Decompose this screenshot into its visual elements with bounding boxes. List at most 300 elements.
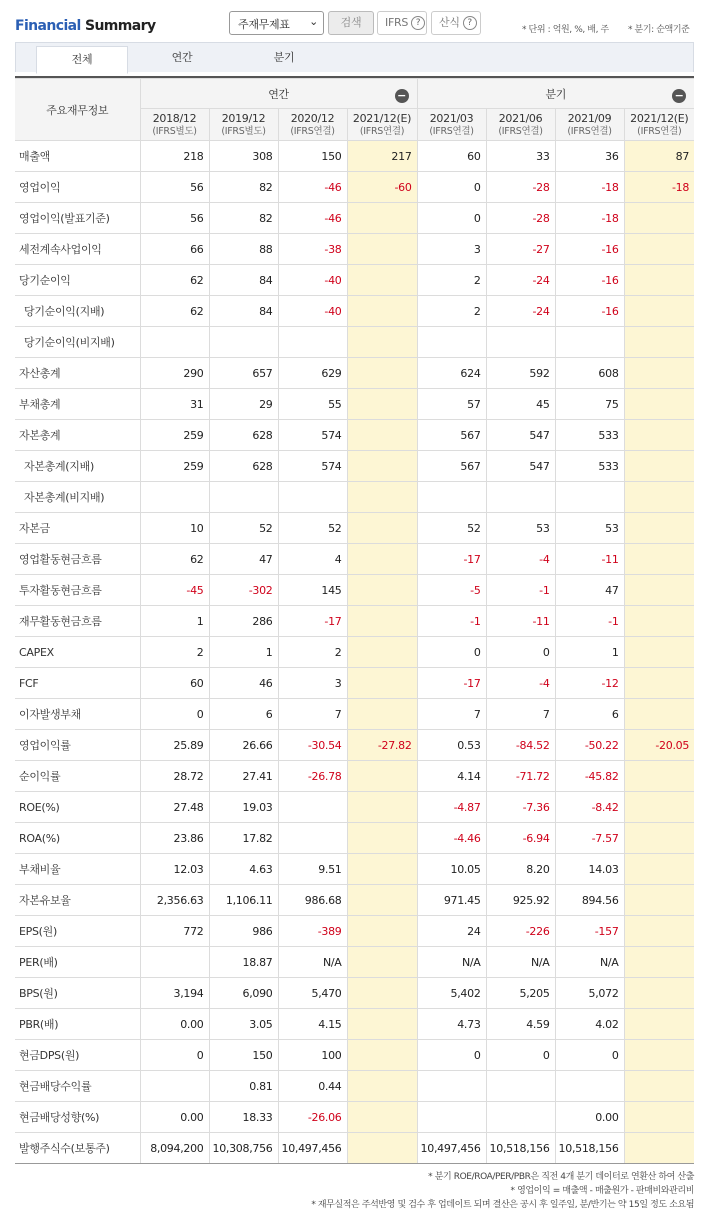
table-cell: 0 (417, 203, 486, 234)
table-cell: 624 (417, 358, 486, 389)
table-cell: 2 (417, 265, 486, 296)
table-row (15, 358, 694, 389)
table-cell: -24 (486, 265, 555, 296)
table-cell: 259 (140, 451, 209, 482)
table-cell: -4 (486, 544, 555, 575)
table-cell (347, 234, 417, 265)
table-cell: -60 (347, 172, 417, 203)
table-cell: -5 (417, 575, 486, 606)
table-cell: -4.87 (417, 792, 486, 823)
table-cell: 53 (555, 513, 624, 544)
table-cell: -26.78 (278, 761, 347, 792)
row-label: 당기순이익(비지배) (15, 327, 140, 358)
table-cell (624, 358, 694, 389)
table-cell: 0 (555, 1040, 624, 1071)
table-cell (624, 513, 694, 544)
table-row (15, 575, 694, 606)
ifrs-label: IFRS (385, 16, 408, 29)
table-row (15, 1133, 694, 1164)
table-cell (486, 327, 555, 358)
row-label: 재무활동현금흐름 (15, 606, 140, 637)
tab-all[interactable]: 전체 (36, 46, 128, 74)
table-cell: 533 (555, 451, 624, 482)
table-cell: 547 (486, 420, 555, 451)
table-cell: 1 (555, 637, 624, 668)
table-cell: 10,497,456 (417, 1133, 486, 1164)
table-cell: 4.73 (417, 1009, 486, 1040)
table-cell: -24 (486, 296, 555, 327)
table-cell (347, 792, 417, 823)
table-cell (347, 1009, 417, 1040)
table-cell: 60 (417, 141, 486, 172)
row-label: 부채비율 (15, 854, 140, 885)
table-cell (347, 420, 417, 451)
table-cell: -157 (555, 916, 624, 947)
table-cell (347, 296, 417, 327)
table-cell (347, 1133, 417, 1164)
table-cell (278, 823, 347, 854)
table-cell: 0 (417, 637, 486, 668)
table-cell: 4.14 (417, 761, 486, 792)
table-cell: 36 (555, 141, 624, 172)
period-label: 2021/06 (498, 111, 543, 125)
table-cell (278, 327, 347, 358)
table-cell: 31 (140, 389, 209, 420)
table-cell: 6,090 (209, 978, 278, 1009)
table-cell (209, 482, 278, 513)
table-cell: 56 (140, 172, 209, 203)
table-cell: 145 (278, 575, 347, 606)
period-standard: (IFRS별도) (152, 125, 197, 137)
table-cell (417, 1071, 486, 1102)
table-cell (347, 699, 417, 730)
table-cell: -45 (140, 575, 209, 606)
table-cell (624, 451, 694, 482)
table-cell: -6.94 (486, 823, 555, 854)
table-cell: 0.53 (417, 730, 486, 761)
table-cell: 567 (417, 451, 486, 482)
table-cell: 56 (140, 203, 209, 234)
unit-note: * 단위 : 억원, %, 배, 주 (522, 25, 609, 35)
title-financial: Financial (15, 18, 81, 34)
row-label: 자본총계(비지배) (15, 482, 140, 513)
table-cell: -8.42 (555, 792, 624, 823)
table-cell (347, 265, 417, 296)
table-cell: 82 (209, 203, 278, 234)
table-cell (624, 575, 694, 606)
table-cell (347, 482, 417, 513)
period-standard: (IFRS연결) (498, 125, 543, 137)
row-label: CAPEX (15, 637, 140, 668)
table-cell: -20.05 (624, 730, 694, 761)
table-cell: 84 (209, 296, 278, 327)
table-cell (486, 1102, 555, 1133)
table-cell (347, 823, 417, 854)
page-title (15, 18, 155, 34)
table-row (15, 513, 694, 544)
table-cell (555, 1071, 624, 1102)
table-cell: 26.66 (209, 730, 278, 761)
table-cell (140, 327, 209, 358)
table-cell: 150 (209, 1040, 278, 1071)
group-quarter (417, 79, 694, 109)
table-cell: 46 (209, 668, 278, 699)
table-row (15, 885, 694, 916)
title-summary: Summary (80, 18, 156, 34)
table-cell: 5,470 (278, 978, 347, 1009)
table-cell: 10,518,156 (486, 1133, 555, 1164)
period-label: 2021/03 (429, 111, 474, 125)
search-button[interactable]: 검색 (328, 11, 374, 35)
table-row (15, 482, 694, 513)
table-cell: -11 (555, 544, 624, 575)
row-label: 이자발생부채 (15, 699, 140, 730)
table-cell: -18 (624, 172, 694, 203)
row-label: ROA(%) (15, 823, 140, 854)
table-cell: 88 (209, 234, 278, 265)
table-cell (624, 1102, 694, 1133)
table-cell: -30.54 (278, 730, 347, 761)
table-cell: 6 (555, 699, 624, 730)
table-cell: 629 (278, 358, 347, 389)
table-cell (555, 482, 624, 513)
table-cell: 62 (140, 544, 209, 575)
table-cell: 2 (278, 637, 347, 668)
table-cell: 4.02 (555, 1009, 624, 1040)
footnote: * 분기 ROE/ROA/PER/PBR은 직전 4개 분기 데이터로 연환산 하여 산출 (428, 1172, 694, 1182)
select-value: 주재무제표 (238, 18, 290, 31)
row-label: 당기순이익 (15, 265, 140, 296)
row-label: EPS(원) (15, 916, 140, 947)
table-cell: 7 (486, 699, 555, 730)
table-cell: 19.03 (209, 792, 278, 823)
question-icon: ? (463, 16, 477, 30)
table-cell: 18.87 (209, 947, 278, 978)
table-row (15, 296, 694, 327)
row-label: 자본금 (15, 513, 140, 544)
period-label: 2021/12(E) (630, 111, 689, 125)
table-cell (624, 544, 694, 575)
table-cell (278, 482, 347, 513)
table-cell: 4.63 (209, 854, 278, 885)
period-header (209, 109, 278, 141)
table-cell: 4 (278, 544, 347, 575)
ifrs-help-button[interactable] (377, 11, 427, 35)
table-cell: -28 (486, 172, 555, 203)
table-cell: 52 (417, 513, 486, 544)
table-cell (624, 265, 694, 296)
table-cell: -27.82 (347, 730, 417, 761)
group-annual-label: 연간 (268, 87, 289, 101)
table-cell: -17 (278, 606, 347, 637)
table-row (15, 730, 694, 761)
table-cell: 10 (140, 513, 209, 544)
table-cell (347, 606, 417, 637)
table-row (15, 420, 694, 451)
table-row (15, 1009, 694, 1040)
period-label: 2018/12 (152, 111, 197, 125)
period-header (140, 109, 209, 141)
table-cell: 24 (417, 916, 486, 947)
row-label: 현금배당성향(%) (15, 1102, 140, 1133)
formula-help-button[interactable] (431, 11, 481, 35)
table-row (15, 451, 694, 482)
table-cell: N/A (417, 947, 486, 978)
table-cell: 0.81 (209, 1071, 278, 1102)
table-cell: 5,072 (555, 978, 624, 1009)
table-cell: -71.72 (486, 761, 555, 792)
table-cell: 2,356.63 (140, 885, 209, 916)
table-row (15, 792, 694, 823)
table-cell (624, 947, 694, 978)
table-cell: -26.06 (278, 1102, 347, 1133)
table-row (15, 916, 694, 947)
period-header (555, 109, 624, 141)
table-cell: 7 (278, 699, 347, 730)
table-cell (624, 823, 694, 854)
financial-summary-table (15, 78, 694, 1164)
table-cell: 8,094,200 (140, 1133, 209, 1164)
row-label: 자본총계(지배) (15, 451, 140, 482)
table-cell: 82 (209, 172, 278, 203)
table-cell: -46 (278, 172, 347, 203)
period-header (347, 109, 417, 141)
period-label: 2021/12(E) (352, 111, 412, 125)
row-label: 투자활동현금흐름 (15, 575, 140, 606)
table-cell: N/A (278, 947, 347, 978)
table-cell: 17.82 (209, 823, 278, 854)
table-cell (624, 389, 694, 420)
table-cell: 18.33 (209, 1102, 278, 1133)
period-standard: (IFRS연결) (567, 125, 612, 137)
table-cell: 657 (209, 358, 278, 389)
table-cell (347, 389, 417, 420)
table-cell: 25.89 (140, 730, 209, 761)
table-row (15, 668, 694, 699)
table-cell: -17 (417, 544, 486, 575)
summary-header (0, 0, 704, 42)
table-row (15, 637, 694, 668)
table-cell: -4 (486, 668, 555, 699)
row-label: ROE(%) (15, 792, 140, 823)
table-cell (624, 699, 694, 730)
table-cell: -11 (486, 606, 555, 637)
table-cell (624, 203, 694, 234)
table-cell: -12 (555, 668, 624, 699)
row-label: 자본유보율 (15, 885, 140, 916)
table-cell: 55 (278, 389, 347, 420)
table-cell (347, 513, 417, 544)
table-cell: 84 (209, 265, 278, 296)
table-cell: 1,106.11 (209, 885, 278, 916)
table-cell: 2 (140, 637, 209, 668)
table-cell: 0 (140, 699, 209, 730)
table-cell: -4.46 (417, 823, 486, 854)
table-cell: -18 (555, 172, 624, 203)
table-cell: 628 (209, 451, 278, 482)
table-cell (347, 358, 417, 389)
table-cell: -7.57 (555, 823, 624, 854)
table-cell (624, 1071, 694, 1102)
table-cell: 33 (486, 141, 555, 172)
table-row (15, 203, 694, 234)
table-cell (417, 482, 486, 513)
table-cell (624, 885, 694, 916)
table-cell (209, 327, 278, 358)
table-cell: 60 (140, 668, 209, 699)
table-cell: -7.36 (486, 792, 555, 823)
row-label: 영업이익률 (15, 730, 140, 761)
table-cell (624, 296, 694, 327)
table-cell: 75 (555, 389, 624, 420)
table-cell: 0 (140, 1040, 209, 1071)
table-cell: -28 (486, 203, 555, 234)
table-cell: 0.00 (555, 1102, 624, 1133)
footnote: * 영업이익 = 매출액 - 매출원가 - 판매비와관리비 (510, 1186, 694, 1196)
table-cell: -38 (278, 234, 347, 265)
table-cell: 567 (417, 420, 486, 451)
table-cell: N/A (555, 947, 624, 978)
footnotes (311, 1170, 694, 1212)
table-cell (347, 854, 417, 885)
table-cell: 290 (140, 358, 209, 389)
table-cell (347, 637, 417, 668)
row-label: 현금DPS(원) (15, 1040, 140, 1071)
table-cell: 5,402 (417, 978, 486, 1009)
table-row (15, 172, 694, 203)
table-row (15, 978, 694, 1009)
period-label: 2021/09 (567, 111, 612, 125)
table-row (15, 389, 694, 420)
table-cell: 10,308,756 (209, 1133, 278, 1164)
period-label: 2020/12 (290, 111, 335, 125)
table-cell: 574 (278, 420, 347, 451)
table-row (15, 544, 694, 575)
table-cell: 52 (278, 513, 347, 544)
group-quarter-label: 분기 (545, 87, 567, 101)
table-cell (140, 482, 209, 513)
table-cell: 0 (417, 172, 486, 203)
table-cell (624, 420, 694, 451)
table-cell: 10,518,156 (555, 1133, 624, 1164)
table-cell: 62 (140, 296, 209, 327)
table-cell: 14.03 (555, 854, 624, 885)
table-cell: -50.22 (555, 730, 624, 761)
table-cell: 925.92 (486, 885, 555, 916)
table-cell: 574 (278, 451, 347, 482)
table-cell (417, 327, 486, 358)
table-cell: 3 (278, 668, 347, 699)
row-label: 부채총계 (15, 389, 140, 420)
table-cell: 57 (417, 389, 486, 420)
table-cell (347, 885, 417, 916)
table-cell (140, 1071, 209, 1102)
table-cell: 0 (417, 1040, 486, 1071)
row-label: 영업이익 (15, 172, 140, 203)
table-cell: -16 (555, 234, 624, 265)
row-label: 매출액 (15, 141, 140, 172)
table-cell: 971.45 (417, 885, 486, 916)
table-cell: 3.05 (209, 1009, 278, 1040)
period-label: 2019/12 (221, 111, 266, 125)
table-cell (140, 947, 209, 978)
table-cell (347, 668, 417, 699)
table-cell (347, 978, 417, 1009)
table-cell (347, 575, 417, 606)
collapse-quarter-icon[interactable]: − (672, 89, 686, 103)
table-cell: 533 (555, 420, 624, 451)
statement-type-select[interactable] (229, 11, 324, 35)
table-row (15, 1040, 694, 1071)
table-row (15, 1071, 694, 1102)
table-cell: -16 (555, 265, 624, 296)
table-cell: 6 (209, 699, 278, 730)
table-cell: -46 (278, 203, 347, 234)
table-cell (624, 1040, 694, 1071)
table-cell: -84.52 (486, 730, 555, 761)
table-cell: 1 (209, 637, 278, 668)
table-cell: 10,497,456 (278, 1133, 347, 1164)
table-cell: -40 (278, 265, 347, 296)
table-cell (347, 1040, 417, 1071)
table-cell: 286 (209, 606, 278, 637)
table-cell: 0.00 (140, 1009, 209, 1040)
table-cell: 62 (140, 265, 209, 296)
table-cell: 0.44 (278, 1071, 347, 1102)
row-label: 순이익률 (15, 761, 140, 792)
table-cell: 1 (140, 606, 209, 637)
table-cell: 547 (486, 451, 555, 482)
table-cell: 4.59 (486, 1009, 555, 1040)
table-cell: -226 (486, 916, 555, 947)
group-annual (140, 79, 417, 109)
formula-label: 산식 (439, 16, 460, 29)
table-cell: 28.72 (140, 761, 209, 792)
table-cell (347, 327, 417, 358)
period-header (417, 109, 486, 141)
table-cell: 10.05 (417, 854, 486, 885)
table-row (15, 265, 694, 296)
table-cell: -17 (417, 668, 486, 699)
table-cell: 772 (140, 916, 209, 947)
row-label: 세전계속사업이익 (15, 234, 140, 265)
table-cell: N/A (486, 947, 555, 978)
table-cell (347, 203, 417, 234)
period-header (278, 109, 347, 141)
table-cell (624, 234, 694, 265)
table-cell (624, 482, 694, 513)
table-row (15, 141, 694, 172)
period-tabs (15, 42, 694, 72)
table-cell: -16 (555, 296, 624, 327)
table-cell: 29 (209, 389, 278, 420)
table-cell (555, 327, 624, 358)
table-cell: 100 (278, 1040, 347, 1071)
table-row (15, 1102, 694, 1133)
table-cell: 45 (486, 389, 555, 420)
table-cell (347, 1102, 417, 1133)
table-row (15, 699, 694, 730)
tab-quarter[interactable]: 분기 (273, 51, 295, 64)
table-cell: 0.00 (140, 1102, 209, 1133)
table-cell: 608 (555, 358, 624, 389)
tab-annual[interactable]: 연간 (171, 51, 193, 64)
table-cell: 23.86 (140, 823, 209, 854)
collapse-annual-icon[interactable]: − (395, 89, 409, 103)
chevron-down-icon: ⌄ (309, 15, 318, 28)
table-cell: 0 (486, 1040, 555, 1071)
table-cell (624, 854, 694, 885)
